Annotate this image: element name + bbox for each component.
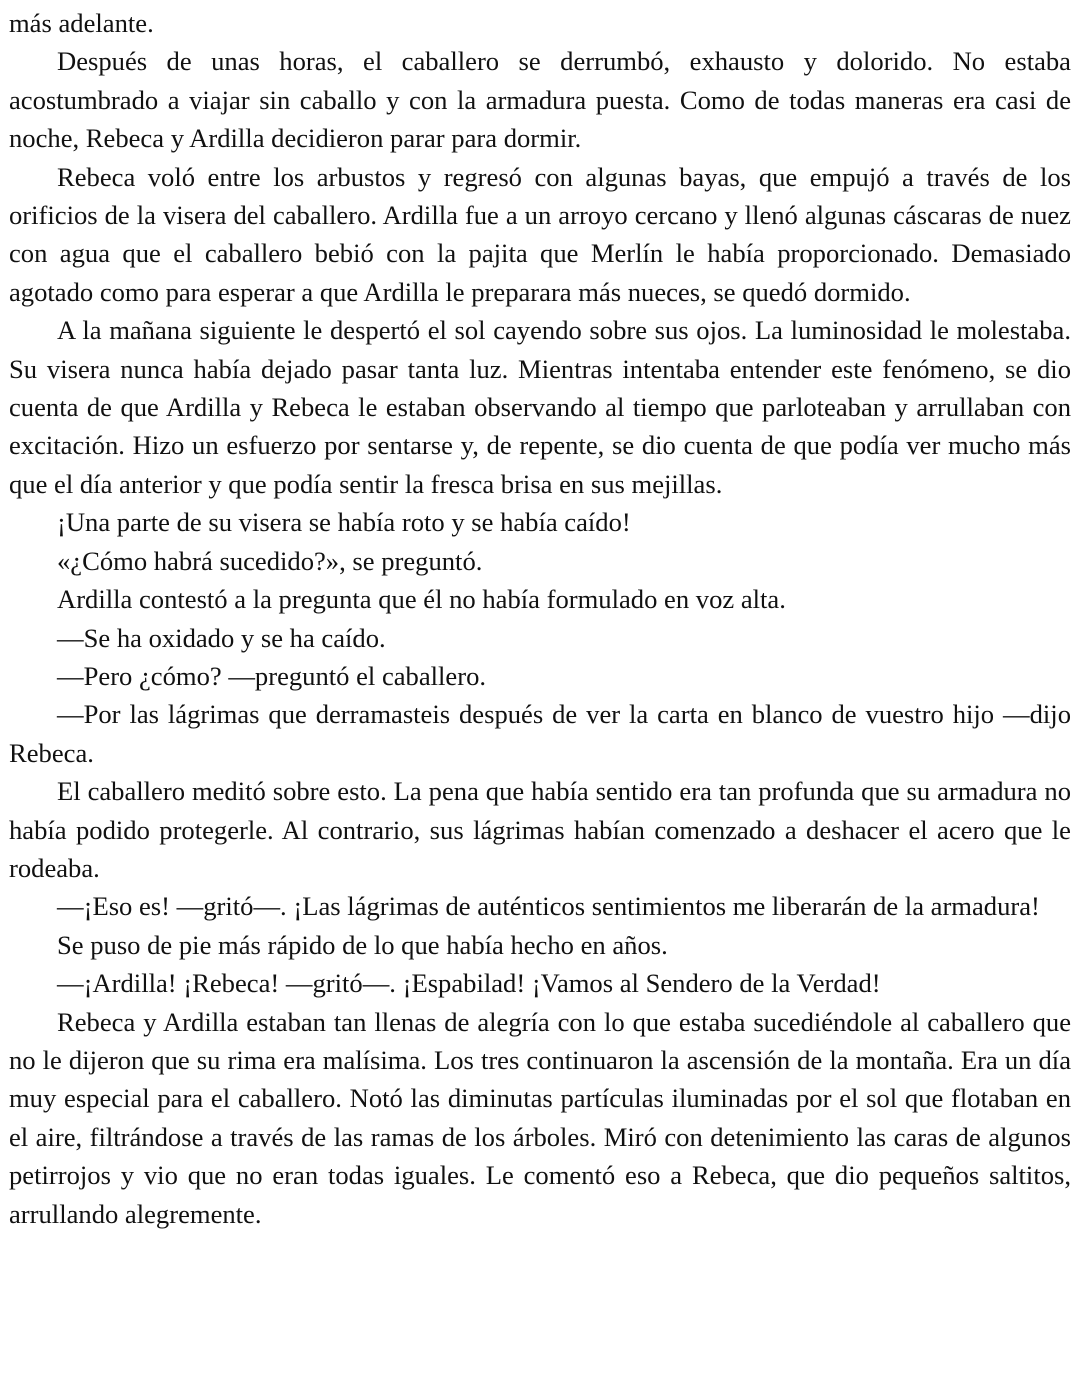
paragraph-continuation: más adelante. [9,8,154,38]
dialogue-line: —Por las lágrimas que derramasteis después de ver la carta en blanco de vuestro hijo —dijo Rebeca. [9,699,1071,768]
dialogue-line: —Pero ¿cómo? —preguntó el caballero. [57,660,487,691]
paragraph: Ardilla contestó a la pregunta que él no había formulado en voz alta. [57,584,786,615]
dialogue-line: —¡Ardilla! ¡Rebeca! —gritó—. ¡Espabilad! ¡Vamos al Sendero de la Verdad! [57,968,881,999]
paragraph: El caballero meditó sobre esto. La pena que había sentido era tan profunda que su armadura no había podido protegerle. Al contrario, sus lágrimas habían comenzado a deshacer el acero que le rodeaba. [9,776,1071,883]
paragraph: ¡Una parte de su visera se había roto y se había caído! [57,507,631,538]
paragraph: «¿Cómo habrá sucedido?», se preguntó. [57,545,483,576]
paragraph: Rebeca voló entre los arbustos y regresó con algunas bayas, que empujó a través de los orificios de la visera del caballero. Ardilla fue a un arroyo cercano y llenó algunas cáscaras de nuez con agua que el caballero bebió con la pajita que Merlín le había proporcionado. Demasiado agotado como para esperar a que Ardilla le preparara más nueces, se quedó dormido. [9,161,1071,307]
paragraph: Rebeca y Ardilla estaban tan llenas de alegría con lo que estaba sucediéndole al caballero que no le dijeron que su rima era malísima. Los tres continuaron la ascensión de la montaña. Era un día muy especial para el caballero. Notó las diminutas partículas iluminadas por el sol que flotaban en el aire, filtrándose a través de las ramas de los árboles. Miró con detenimiento las caras de algunos petirrojos y vio que no eran todas iguales. Le comentó eso a Rebeca, que dio pequeños saltitos, arrullando alegremente. [9,1006,1071,1229]
dialogue-line: —¡Eso es! —gritó—. ¡Las lágrimas de auténticos sentimientos me liberarán de la armadura! [57,891,1040,922]
paragraph: A la mañana siguiente le despertó el sol cayendo sobre sus ojos. La luminosidad le molestaba. Su visera nunca había dejado pasar tanta luz. Mientras intentaba entender este fenómeno, se dio cuenta de que Ardilla y Rebeca le estaban observando al tiempo que parloteaban y arrullaban con excitación. Hizo un esfuerzo por sentarse y, de repente, se dio cuenta de que podía ver mucho más que el día anterior y que podía sentir la fresca brisa en sus mejillas. [9,315,1071,499]
paragraph: Se puso de pie más rápido de lo que había hecho en años. [57,929,668,960]
dialogue-line: —Se ha oxidado y se ha caído. [57,622,386,653]
paragraph: Después de unas horas, el caballero se derrumbó, exhausto y dolorido. No estaba acostumbrado a viajar sin caballo y con la armadura puesta. Como de todas maneras era casi de noche, Rebeca y Ardilla decidieron parar para dormir. [9,46,1071,154]
